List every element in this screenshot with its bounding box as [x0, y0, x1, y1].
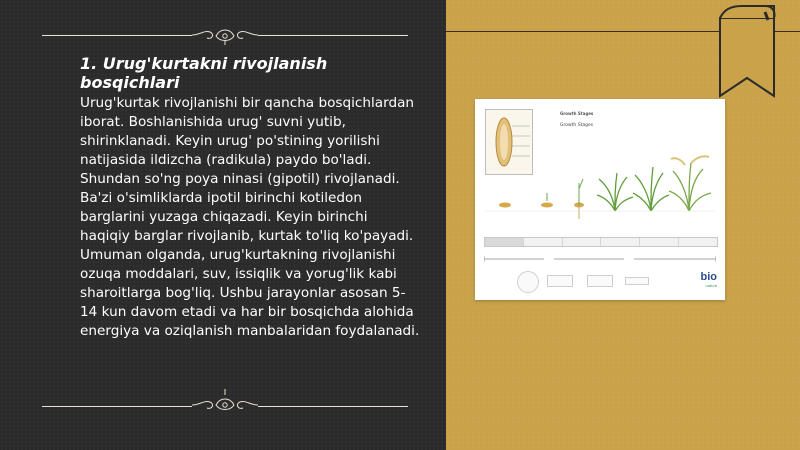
top-divider-right	[258, 35, 408, 36]
stage-segment	[524, 238, 563, 246]
bio-logo-subtitle: nature	[705, 284, 717, 288]
rice-seed-stage-2	[541, 203, 553, 208]
bio-logo: bio	[700, 271, 717, 283]
stage-segment	[563, 238, 602, 246]
partner-logo-1	[547, 275, 573, 287]
bottom-ornament-flourish-icon	[190, 388, 260, 414]
bottom-divider-right	[258, 406, 408, 407]
stage-segment	[485, 238, 524, 246]
stage-segment	[679, 238, 717, 246]
rice-plant-icon	[597, 173, 633, 211]
bottom-divider-left	[42, 406, 192, 407]
growth-timeline	[484, 256, 716, 262]
growth-stage-illustrations	[475, 139, 725, 234]
slide-title: 1. Urug'kurtakni rivojlanish bosqichlari	[80, 54, 328, 92]
partner-logo-circle	[517, 271, 539, 293]
infographic-title: Growth Stages	[560, 111, 594, 116]
rice-plant-icon-2	[633, 167, 669, 211]
growth-stage-bar	[484, 237, 718, 247]
top-divider-left	[42, 35, 192, 36]
slide-body-text: Urug'kurtak rivojlanishi bir qancha bosqichlardan iborat. Boshlanishida urug' suvni yutib, shirinklanadi. Keyin urug' po'stining yorilishi natijasida ildizcha (radikula) paydo bo'ladi. Shundan so'ng poya ninasi (gipotil) rivojlanadi. Ba'zi o'simliklarda ipotil birinchi kotiledon barglarini yuzaga chiqazadi. Keyin birinchi haqiqiy barglar rivojlanib, kurtak to'liq ko'payadi. Umuman olganda, urug'kurtakning rivojlanishi ozuqa moddalari, suv, issiqlik va yorug'lik kabi sharoitlarga bog'liq. Ushbu jarayonlar asosan 5-14 kun davom etadi va har bir bosqichda alohida energiya va oziqlanish manbalaridan foydalanadi.	[80, 95, 420, 339]
partner-logo-2	[587, 275, 613, 287]
bookmark-ribbon-icon	[712, 0, 782, 100]
partner-logo-3	[625, 277, 649, 285]
rice-plant-mature-icon	[669, 156, 711, 211]
rice-seed-stage-1	[499, 203, 511, 208]
stage-segment	[640, 238, 679, 246]
infographic-subtitle: Growth Stages	[560, 123, 594, 128]
growth-stages-infographic	[475, 99, 725, 300]
rice-seedling-stage-4	[579, 179, 583, 205]
top-ornament-flourish-icon	[190, 26, 260, 46]
stage-segment	[601, 238, 640, 246]
